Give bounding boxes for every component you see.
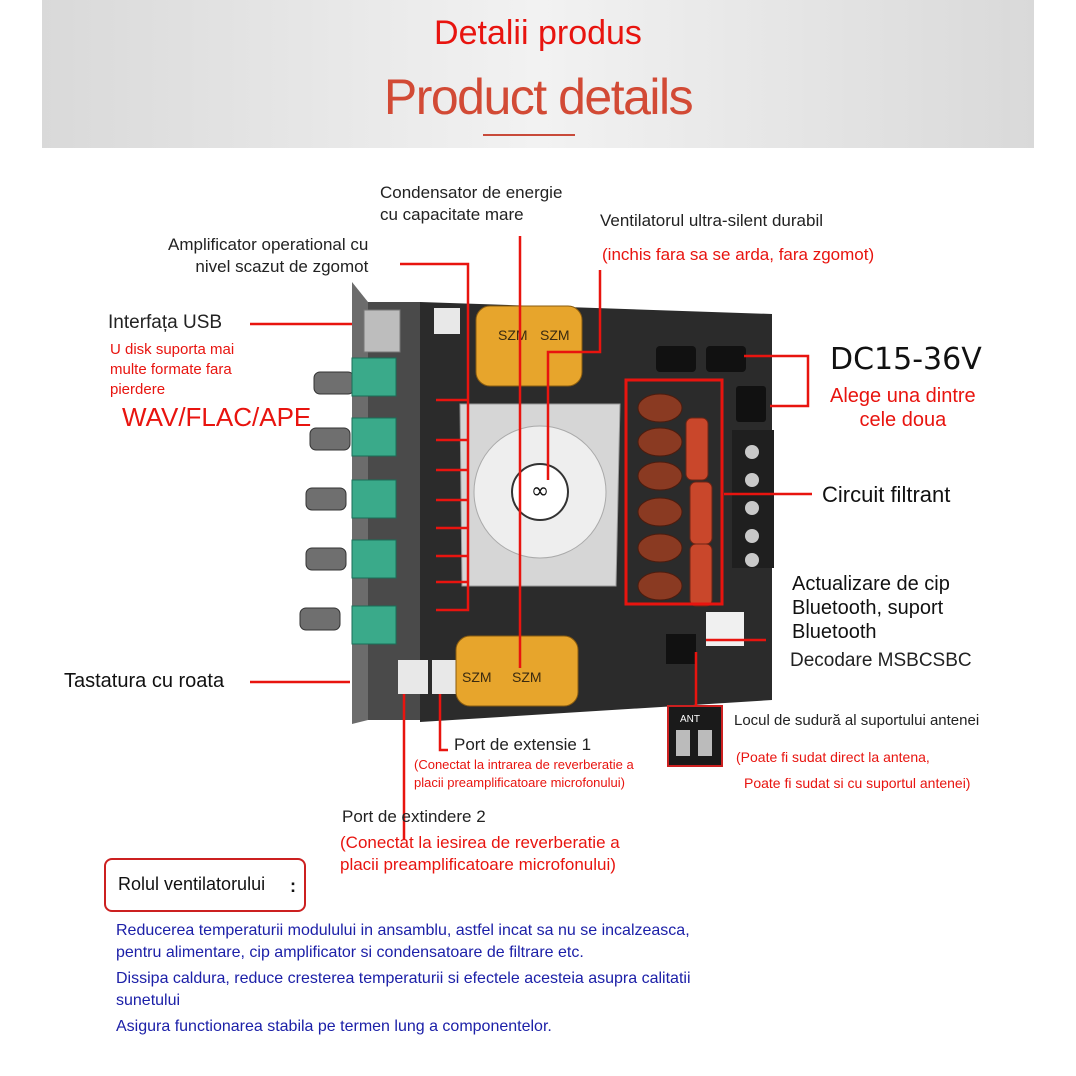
fan-role-item-1-line1: Reducerea temperaturii modulului in ansamblu, astfel incat sa nu se incalzeasca, [116, 922, 690, 939]
antenna-label: Locul de sudură al suportului antenei [734, 712, 980, 729]
connector-port2 [398, 660, 428, 694]
fan-role-item-3: Asigura functionarea stabila pe termen lung a componentelor. [116, 1018, 552, 1035]
fan-role-item-2-line1: Dissipa caldura, reduce cresterea temperaturii si efectele acesteia asupra calitatii [116, 970, 691, 987]
dc-note [830, 384, 976, 432]
fan-role-title: Rolul ventilatorului [118, 874, 266, 894]
usb-formats: WAV/FLAC/APE [122, 402, 312, 432]
svg-text:SZM: SZM [498, 327, 528, 343]
port2-note-line1: (Conectat la iesirea de reverberatie a [340, 833, 620, 852]
svg-text:SZM: SZM [512, 669, 542, 685]
port2-note [340, 832, 620, 876]
port1-label: Port de extensie 1 [454, 735, 592, 754]
capacitor-label-line2: cu capacitate mare [380, 205, 524, 224]
bluetooth-label [792, 572, 950, 644]
fan-role-colon: : [290, 876, 296, 896]
terminal-block [732, 430, 774, 568]
film-capacitors [686, 418, 712, 606]
antenna-note-line2: Poate fi sudat si cu suportul antenei) [744, 775, 971, 791]
capacitor-label-line1: Condensator de energie [380, 183, 563, 202]
bluetooth-decode: Decodare MSBCSBC [790, 650, 972, 671]
filter-label: Circuit filtrant [822, 482, 951, 507]
connector-top [434, 308, 460, 334]
connector-port1 [432, 660, 458, 694]
dc-note-line2: cele doua [859, 409, 947, 431]
antenna-note [736, 744, 970, 796]
usb-note-line3: pierdere [110, 381, 166, 398]
svg-text:SZM: SZM [462, 669, 492, 685]
title-romanian: Detalii produs [434, 14, 642, 52]
bluetooth-label-line3: Bluetooth [792, 621, 877, 643]
bluetooth-label-line2: Bluetooth, suport [792, 597, 944, 619]
opamp-label-line2: nivel scazut de zgomot [195, 257, 369, 276]
port1-note-line2: placii preamplificatoare microfonului) [414, 775, 625, 790]
port2-label: Port de extindere 2 [342, 807, 486, 826]
fan-label: Ventilatorul ultra-silent durabil [600, 211, 824, 230]
usb-note [110, 340, 234, 400]
bluetooth-label-line1: Actualizare de cip [792, 573, 950, 595]
antenna-note-line1: (Poate fi sudat direct la antena, [736, 749, 930, 765]
fan-note: (inchis fara sa se arda, fara zgomot) [602, 245, 875, 264]
title-english: Product details [383, 69, 693, 125]
port1-note [414, 756, 634, 792]
fan-role-item-1-line2: pentru alimentare, cip amplificator si condensatoare de filtrare etc. [116, 944, 584, 961]
port2-note-line2: placii preamplificatoare microfonului) [340, 855, 616, 874]
fan-role-item-1 [116, 920, 690, 964]
usb-note-line2: multe formate fara [110, 361, 232, 378]
usb-port [364, 310, 400, 352]
dc-note-line1: Alege una dintre [830, 385, 976, 407]
dc-voltage-label: DC15-36V [830, 342, 982, 377]
usb-label: Interfața USB [108, 312, 223, 333]
fan-role-item-2-line2: sunetului [116, 992, 181, 1009]
heatsink [460, 404, 620, 586]
capacitor-label [380, 182, 562, 226]
capacitor-bottom [456, 636, 578, 706]
opamp-label-line1: Amplificator operational cu [168, 235, 369, 254]
usb-note-line1: U disk suporta mai [110, 341, 235, 358]
svg-text:∞: ∞ [530, 479, 550, 504]
bluetooth-chip [666, 634, 696, 664]
svg-text:SZM: SZM [540, 327, 570, 343]
antenna-inset [668, 706, 722, 766]
fan-role-item-2 [116, 968, 691, 1012]
opamp-label [168, 234, 368, 278]
svg-text:ANT: ANT [680, 714, 700, 725]
fan-role-box [104, 858, 306, 912]
knob-label: Tastatura cu roata [64, 670, 225, 692]
port1-note-line1: (Conectat la intrarea de reverberatie a [414, 757, 634, 772]
capacitor-top [476, 306, 582, 386]
